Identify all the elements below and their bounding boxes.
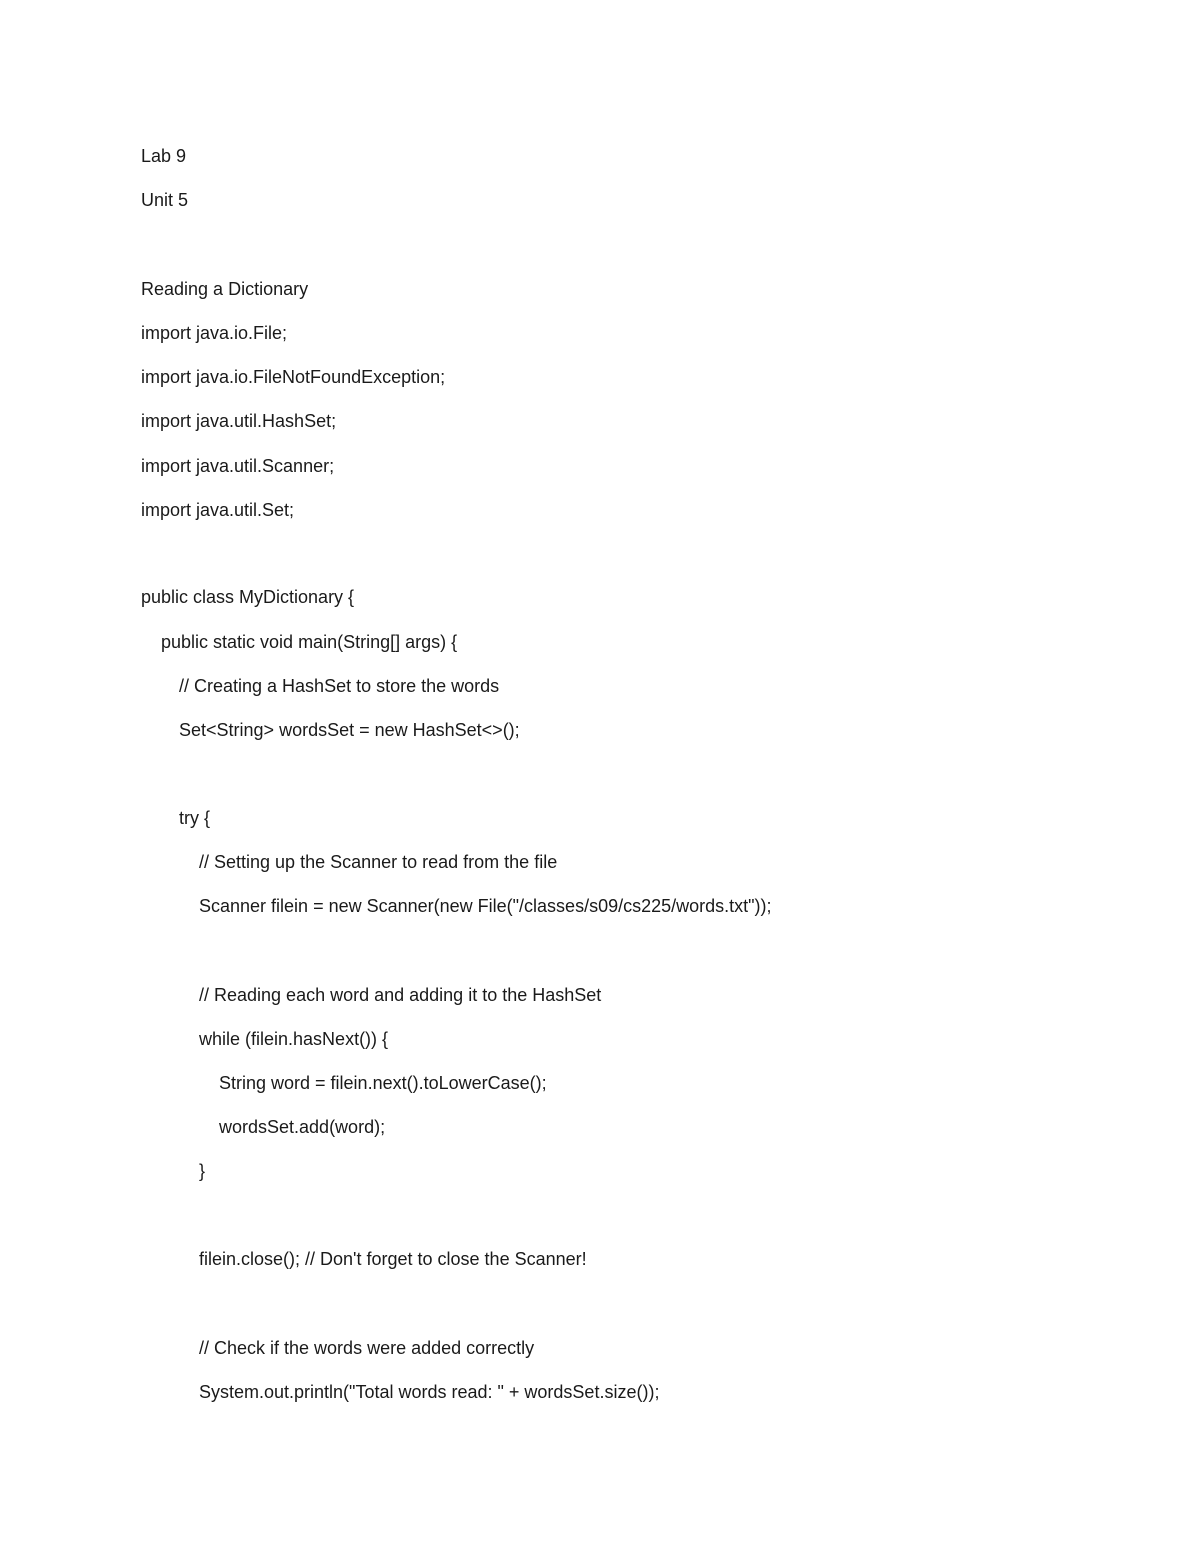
- code-line-import-filenotfound: import java.io.FileNotFoundException;: [141, 367, 446, 387]
- code-line-main-method: public static void main(String[] args) {: [161, 632, 458, 652]
- code-line-try: try {: [179, 808, 211, 828]
- code-line-import-hashset: import java.util.HashSet;: [141, 411, 337, 431]
- code-line-comment-check: // Check if the words were added correctly: [199, 1338, 535, 1358]
- code-line-scanner-decl: Scanner filein = new Scanner(new File("/classes/s09/cs225/words.txt"));: [199, 896, 772, 916]
- section-title: Reading a Dictionary: [141, 279, 309, 299]
- code-line-println: System.out.println("Total words read: " + wordsSet.size());: [199, 1382, 660, 1402]
- unit-heading: Unit 5: [141, 190, 189, 210]
- code-line-while-close: }: [199, 1161, 206, 1181]
- code-line-wordsset-decl: Set<String> wordsSet = new HashSet<>();: [179, 720, 520, 740]
- code-line-import-file: import java.io.File;: [141, 323, 288, 343]
- code-line-import-scanner: import java.util.Scanner;: [141, 456, 335, 476]
- code-line-comment-reading: // Reading each word and adding it to the HashSet: [199, 985, 602, 1005]
- code-line-import-set: import java.util.Set;: [141, 500, 295, 520]
- code-line-comment-scanner: // Setting up the Scanner to read from the file: [199, 852, 558, 872]
- code-line-while: while (filein.hasNext()) {: [199, 1029, 389, 1049]
- code-line-wordsset-add: wordsSet.add(word);: [219, 1117, 386, 1137]
- code-line-comment-hashset: // Creating a HashSet to store the words: [179, 676, 500, 696]
- code-line-class-declaration: public class MyDictionary {: [141, 587, 355, 607]
- lab-heading: Lab 9: [141, 146, 187, 166]
- code-line-word-decl: String word = filein.next().toLowerCase();: [219, 1073, 547, 1093]
- code-line-filein-close: filein.close(); // Don't forget to close the Scanner!: [199, 1249, 587, 1269]
